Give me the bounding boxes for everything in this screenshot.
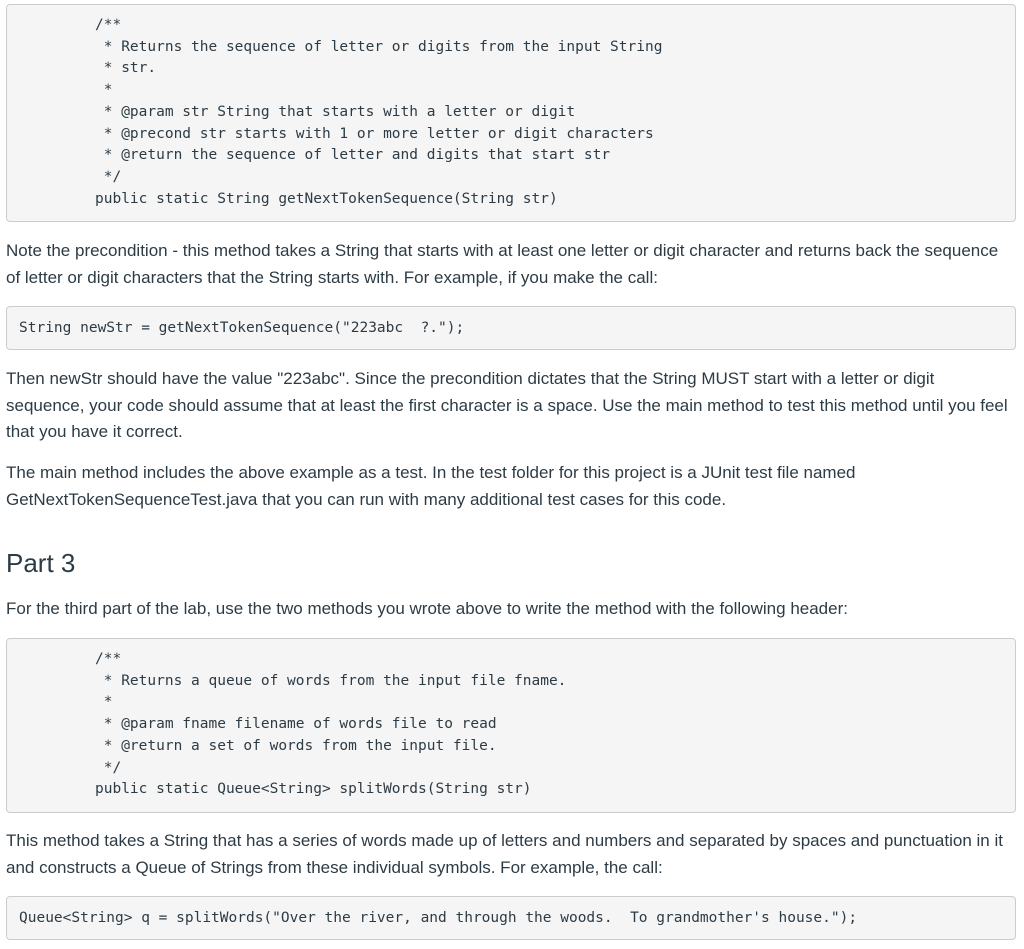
code-block-splitwords-header bbox=[6, 638, 1016, 813]
paragraph-expected-value: Then newStr should have the value "223abc". Since the precondition dictates that the String MUST start with a letter or digit sequence, your code should assume that at least the first character is a space. Use the main method to test this method until you feel that you have it correct. bbox=[6, 369, 1008, 442]
paragraph-precondition-note: Note the precondition - this method takes a String that starts with at least one letter or digit character and returns back the sequence of letter or digit characters that the String starts with. For example, if you make the call: bbox=[6, 241, 999, 287]
paragraph-main-method-test: The main method includes the above example as a test. In the test folder for this project is a JUnit test file named GetNextTokenSequenceTest.java that you can run with many additional test cases for this code. bbox=[6, 463, 856, 509]
section-heading-part-3: Part 3 bbox=[6, 548, 76, 578]
code-text: Queue<String> q = splitWords("Over the river, and through the woods. To grandmother's house."); bbox=[19, 910, 858, 926]
code-block-getnexttokensequence-header bbox=[6, 4, 1016, 222]
paragraph-part3-intro: For the third part of the lab, use the two methods you wrote above to write the method with the following header: bbox=[6, 599, 848, 618]
code-block-splitwords-call bbox=[6, 896, 1016, 940]
code-text: /** * Returns a queue of words from the input file fname. * * @param fname filename of words file to read * @return a set of words from the input file. */ public static Queue<String> splitWords(String str) bbox=[95, 651, 567, 798]
code-text: String newStr = getNextTokenSequence("223abc ?."); bbox=[19, 320, 465, 336]
paragraph-splitwords-description: This method takes a String that has a series of words made up of letters and numbers and separated by spaces and punctuation in it and constructs a Queue of Strings from these individual symbols. For example, the call: bbox=[6, 831, 1003, 877]
code-block-example-call bbox=[6, 306, 1016, 350]
code-text: /** * Returns the sequence of letter or digits from the input String * str. * * @param str String that starts with a letter or digit * @precond str starts with 1 or more letter or digit characters * @return the sequence of letter and digits that start str */ public static String getNextTokenSequence(String str) bbox=[95, 17, 663, 207]
